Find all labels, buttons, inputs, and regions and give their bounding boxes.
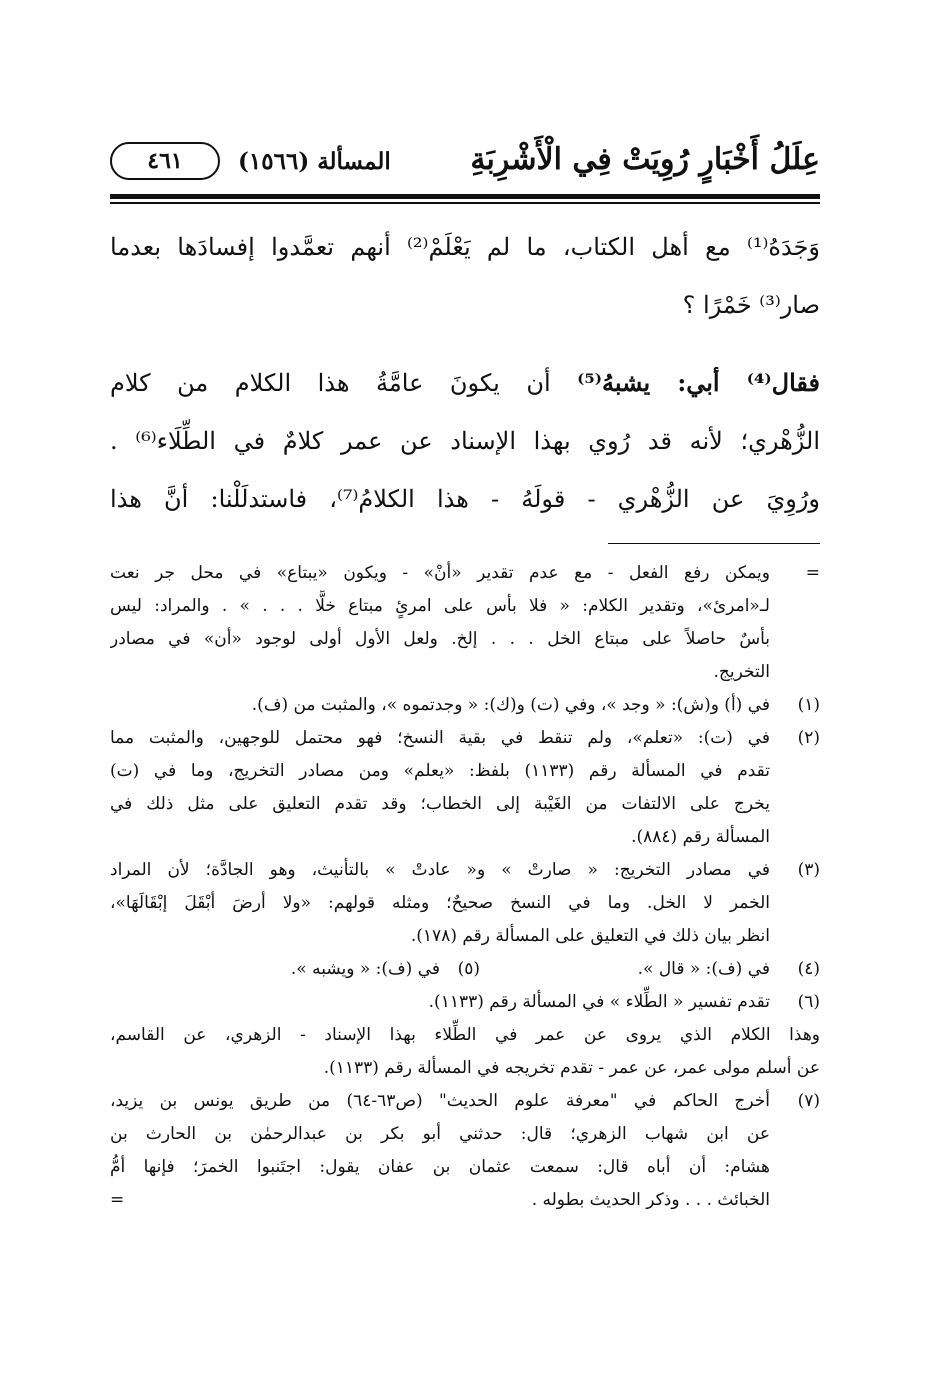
page-number-badge: [110, 142, 220, 180]
continuation-marker: =: [110, 1190, 125, 1210]
footnote-1: [110, 689, 820, 722]
speaker-lead: فقال⁽⁴⁾ أبي: يشبهُ⁽⁵⁾: [577, 368, 820, 397]
text-line: وَجَدَهُ⁽¹⁾ مع أهل الكتاب، ما لم يَعْلَمْ⁽²⁾ أنهم تعمَّدوا إفسادَها بعدما: [110, 233, 820, 261]
text-line: صار⁽³⁾ خَمْرًا ؟: [682, 291, 820, 319]
footnote-line: عن ابن شهاب الزهري؛ قال: حدثني أبو بكر بن عبدالرحمٰن بن الحارث بن: [110, 1124, 770, 1144]
page-number: ٤٦١: [147, 148, 183, 174]
footnote-3: [110, 854, 820, 953]
footnote-continuation: [110, 557, 820, 689]
footnote-6: [110, 986, 820, 1019]
footnote-line: انظر بيان ذلك في التعليق على المسألة رقم (١٧٨).: [410, 926, 770, 946]
footnote-line: ويمكن رفع الفعل - مع عدم تقدير «أنْ» - ويكون «يبتاع» في محل جر نعت: [110, 563, 770, 583]
book-title: عِلَلُ أَخْبَارٍ رُوِيَتْ فِي الْأَشْرِبَةِ: [470, 142, 820, 177]
footnote-line: المسألة رقم (٨٨٤).: [631, 827, 770, 847]
footnote-6-continued: [110, 1019, 820, 1085]
footnote-pair-4-5: [110, 953, 820, 986]
footnote-line: في (ت): «تعلم»، ولم تنقط في بقية النسخ؛ فهو محتمل للوجهين، والمثبت مما: [110, 728, 770, 748]
footnote-line: التخريج.: [713, 662, 770, 682]
footnote-separator: [608, 543, 820, 544]
footnote-line-text: الخبائث . . . وذكر الحديث بطوله .: [531, 1190, 770, 1210]
footnote-line: هشام: أن أباه قال: سمعت عثمان بن عفان يقول: اجتَنبوا الخمرَ؛ فإنها أمُّ: [110, 1157, 770, 1177]
footnote-line: بأسٌ حاصلاً على مبتاع الخل . . . إلخ. ولعل الأول أولى لوجود «أن» في مصادر: [110, 629, 770, 649]
footnote-number: (٤): [797, 959, 820, 979]
footnote-2: [110, 722, 820, 854]
footnote-4-text: في (ف): « قال ».: [637, 959, 770, 979]
footnote-number: (٢): [797, 728, 820, 748]
footnote-number: (٥): [457, 959, 480, 979]
footnote-number: (٣): [797, 860, 820, 880]
footnote-line: الخمر لا الخل. وما في النسخ صحيحٌ؛ ومثله قولهم: «ولا أرضَ أبْقَلَ إبْقَالَهَا»،: [110, 893, 770, 913]
footnote-line: تقدم تفسير « الطِّلاء » في المسألة رقم (١١٣٣).: [428, 992, 770, 1012]
footnote-line: أخرج الحاكم في "معرفة علوم الحديث" (ص٦٣-٦٤) من طريق يونس بن يزيد،: [110, 1091, 770, 1111]
footnote-number: (٦): [797, 992, 820, 1012]
footnote-number: (٧): [797, 1091, 820, 1111]
header-rule-thin: [110, 202, 820, 204]
footnote-line: وهذا الكلام الذي يروى عن عمر في الطِّلاء بهذا الإسناد - الزهري، عن القاسم،: [110, 1025, 820, 1045]
footnote-line: يخرج على الالتفات من الغَيْبة إلى الخطاب؛ وقد تقدم التعليق على مثل ذلك في: [110, 794, 770, 814]
continuation-marker: =: [805, 563, 820, 583]
text-line: الزُّهْري؛ لأنه قد رُوي بهذا الإسناد عن عمر كلامٌ في الطِّلَاء⁽⁶⁾ .: [110, 427, 820, 455]
footnote-line: تقدم في المسألة رقم (١١٣٣) بلفظ: «يعلم» ومن مصادر التخريج، وما في (ت): [110, 761, 770, 781]
issue-number: المسألة (١٥٦٦): [238, 148, 391, 175]
footnotes: [110, 557, 820, 1217]
footnote-5-text: في (ف): « ويشبه ».: [290, 959, 440, 979]
footnote-line: في مصادر التخريج: « صارتْ » و« عادتْ » بالتأنيث، وهو الجادَّة؛ لأن المراد: [110, 860, 770, 880]
footnote-line: عن أسلم مولى عمر، عن عمر - تقدم تخريجه في المسألة رقم (١١٣٣).: [323, 1058, 820, 1078]
running-header: [110, 140, 820, 186]
footnote-line: في (أ) و(ش): « وجد »، وفي (ت) و(ك): « وجدتموه »، والمثبت من (ف).: [251, 695, 770, 715]
footnote-line: لـ«امرئ»، وتقدير الكلام: « فلا بأس على امرئٍ مبتاع خلًّا . . . » . والمراد: ليس: [110, 596, 770, 616]
header-rule-thick: [110, 194, 820, 199]
main-text: [110, 218, 820, 528]
text-line: [110, 354, 820, 412]
footnote-line: [110, 1184, 770, 1217]
text-line: ورُوِيَ عن الزُّهْري - قولَهُ - هذا الكلامُ⁽⁷⁾، فاستدلَلْنا: أنَّ هذا: [110, 485, 820, 513]
footnote-7: [110, 1085, 820, 1217]
footnote-number: (١): [797, 695, 820, 715]
text-span: أن يكونَ عامَّةُ هذا الكلام من كلام: [110, 369, 551, 397]
